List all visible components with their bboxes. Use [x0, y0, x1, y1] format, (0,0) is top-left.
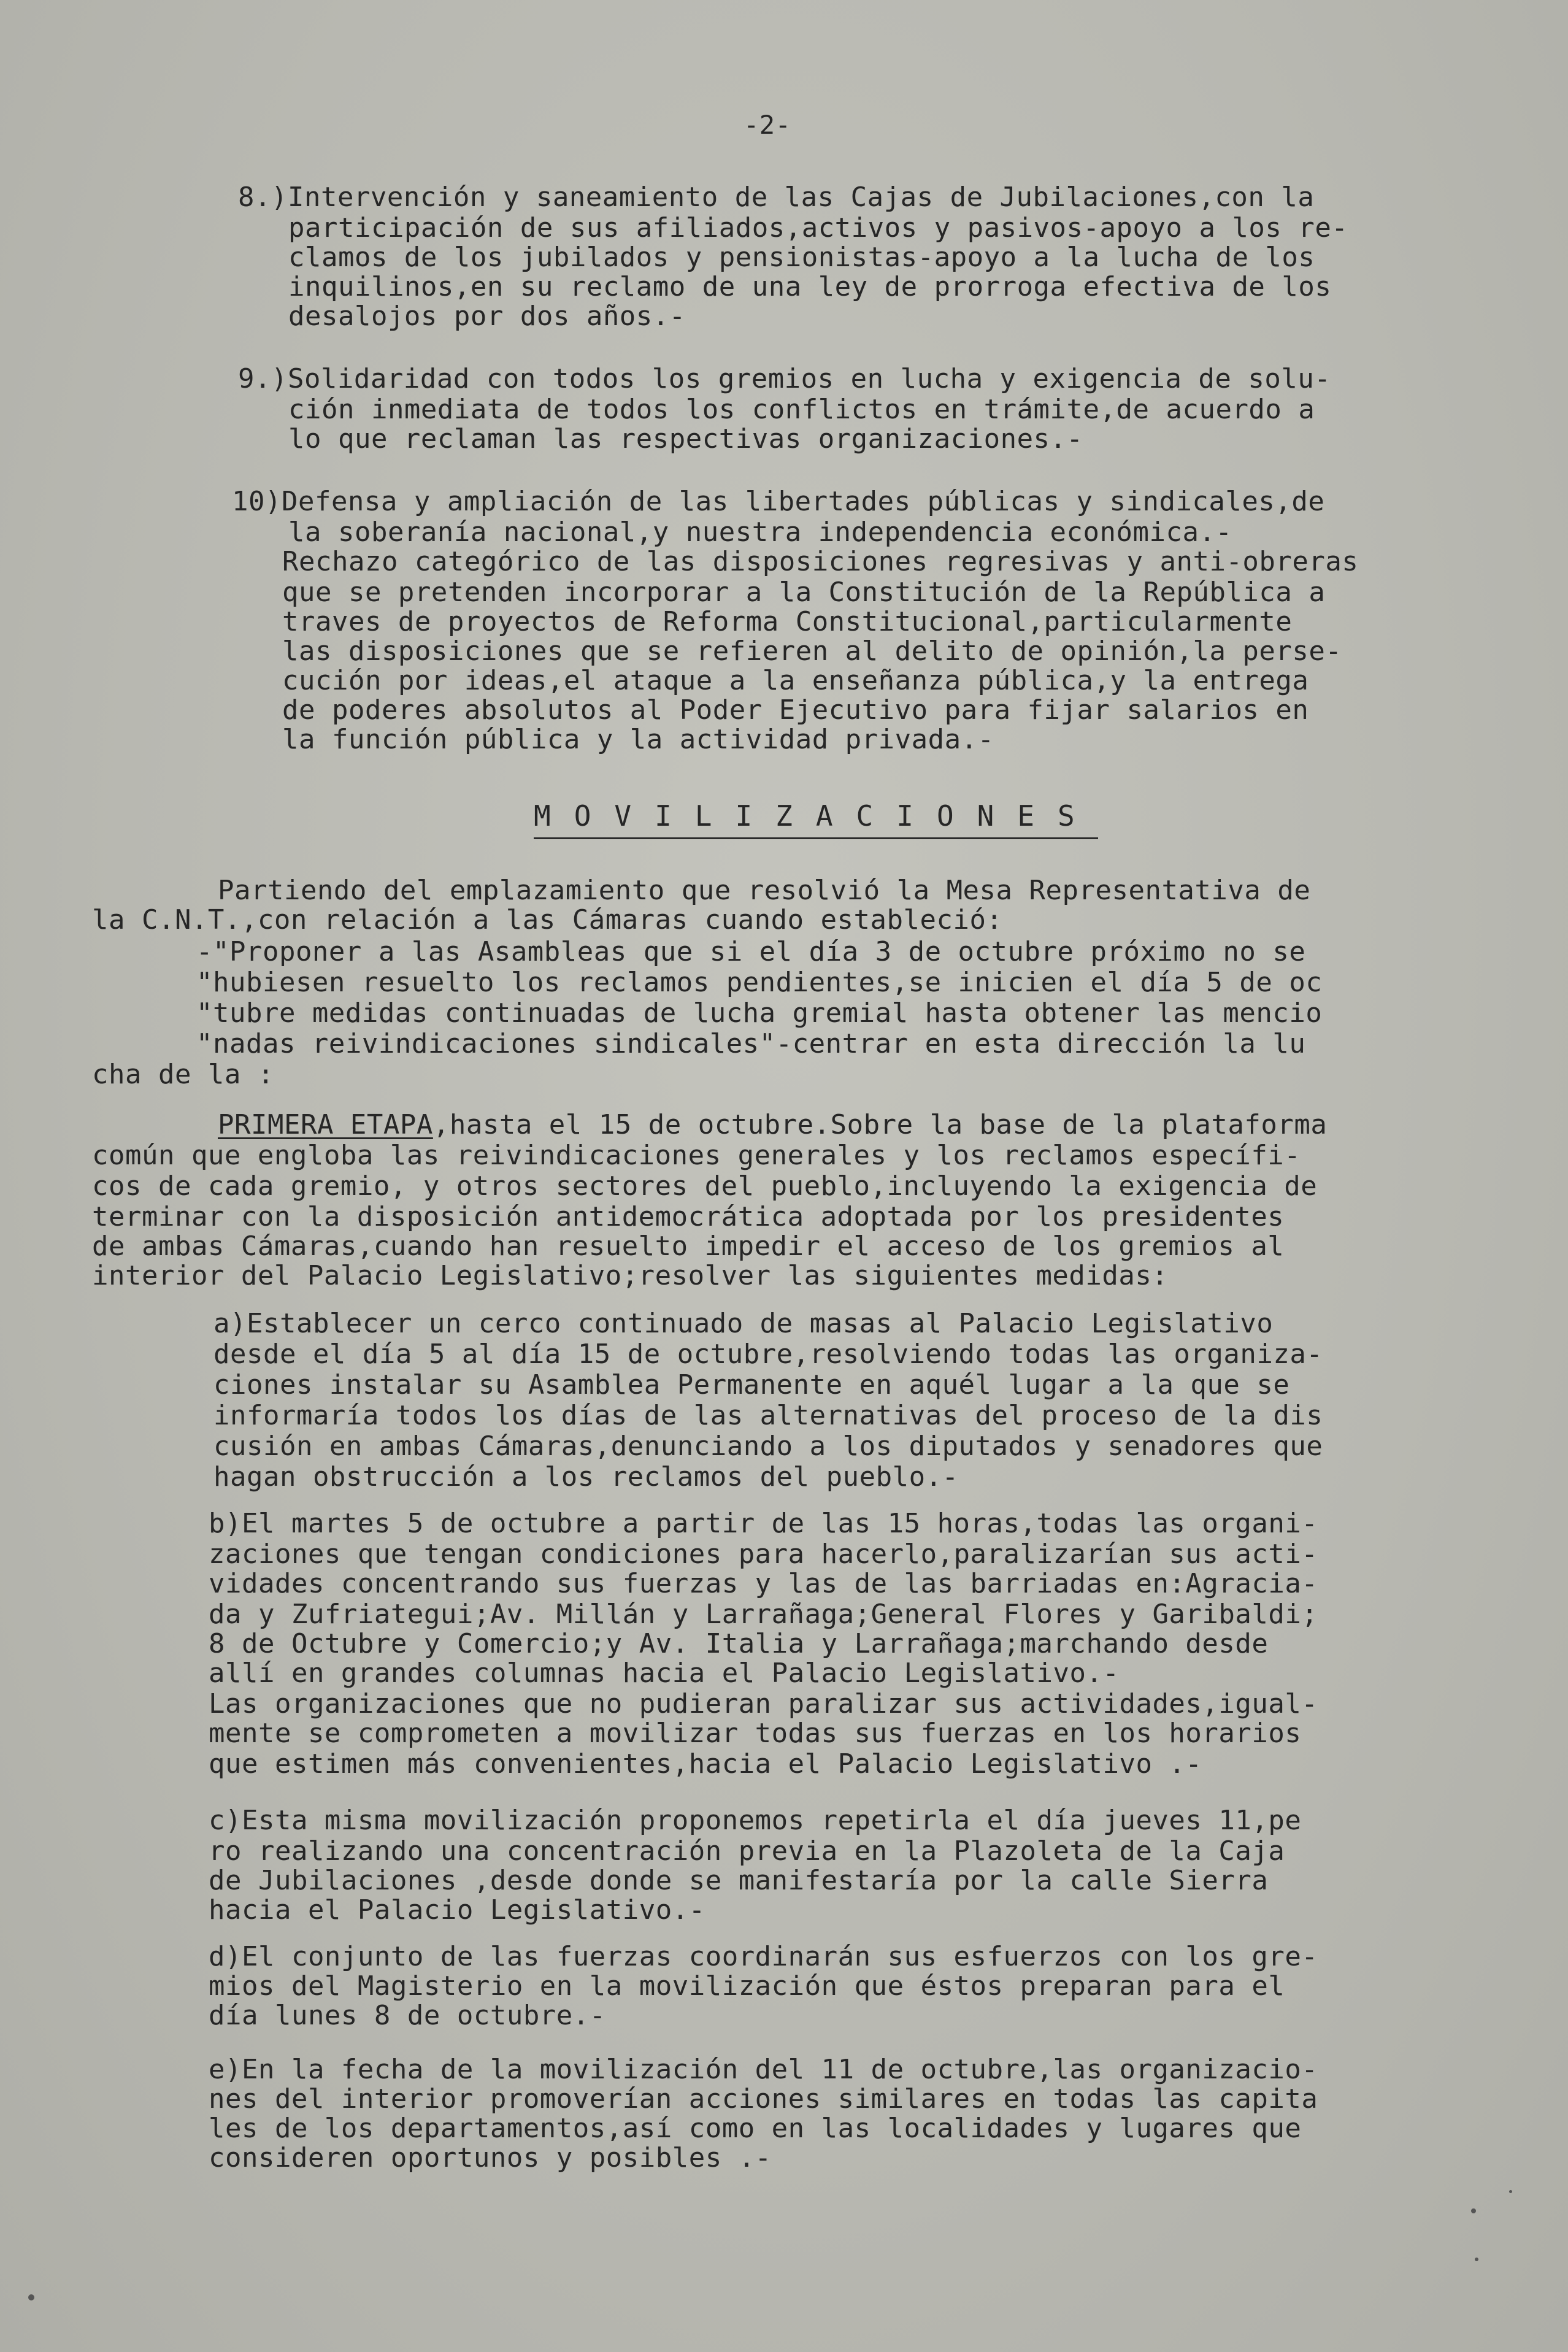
medida-line: mente se comprometen a movilizar todas sus fuerzas en los horarios: [209, 1718, 1302, 1749]
paragraph-line: cos de cada gremio, y otros sectores del pueblo,incluyendo la exigencia de: [92, 1170, 1318, 1202]
paragraph-line: "tubre medidas continuadas de lucha gremial hasta obtener las mencio: [196, 997, 1323, 1029]
medida-line: cusión en ambas Cámaras,denunciando a los diputados y senadores que: [213, 1431, 1323, 1462]
paper-speck: [1475, 2258, 1478, 2261]
paragraph-line: "nadas reivindicaciones sindicales"-centrar en esta dirección la lu: [196, 1028, 1306, 1059]
medida-line: les de los departamentos,así como en las localidades y lugares que: [209, 2113, 1302, 2144]
item-10-line: las disposiciones que se refieren al delito de opinión,la perse-: [282, 636, 1342, 667]
item-9-line: lo que reclaman las respectivas organizaciones.-: [288, 423, 1083, 455]
item-9-line: 9.)Solidaridad con todos los gremios en lucha y exigencia de solu-: [238, 363, 1331, 394]
medida-line: día lunes 8 de octubre.-: [209, 2000, 606, 2031]
medida-line: allí en grandes columnas hacia el Palacio Legislativo.-: [209, 1658, 1120, 1689]
medida-line: Las organizaciones que no pudieran paralizar sus actividades,igual-: [209, 1688, 1318, 1720]
medida-line: mios del Magisterio en la movilización que éstos preparan para el: [209, 1970, 1285, 2002]
item-8-line: clamos de los jubilados y pensionistas-apoyo a la lucha de los: [288, 242, 1315, 273]
medida-line: informaría todos los días de las alternativas del proceso de la dis: [213, 1400, 1323, 1431]
medida-line: nes del interior promoverían acciones similares en todas las capita: [209, 2083, 1318, 2115]
paragraph-line: la C.N.T.,con relación a las Cámaras cuando estableció:: [92, 904, 1003, 936]
item-8-line: inquilinos,en su reclamo de una ley de prorroga efectiva de los: [288, 271, 1332, 302]
medida-line: que estimen más convenientes,hacia el Palacio Legislativo .-: [209, 1748, 1202, 1780]
item-10-line: traves de proyectos de Reforma Constitucional,particularmente: [282, 606, 1293, 637]
medida-line: a)Establecer un cerco continuado de masas al Palacio Legislativo: [213, 1308, 1274, 1339]
medida-line: de Jubilaciones ,desde donde se manifestaría por la calle Sierra: [209, 1865, 1269, 1896]
medida-line: ciones instalar su Asamblea Permanente en aquél lugar a la que se: [213, 1369, 1290, 1401]
paragraph-line: cha de la :: [92, 1059, 274, 1090]
medida-line: b)El martes 5 de octubre a partir de las 15 horas,todas las organi-: [209, 1508, 1318, 1539]
medida-line: zaciones que tengan condiciones para hacerlo,paralizarían sus acti-: [209, 1539, 1318, 1570]
item-10-line: de poderes absolutos al Poder Ejecutivo para fijar salarios en: [282, 694, 1309, 726]
paragraph-line: Partiendo del emplazamiento que resolvió la Mesa Representativa de: [218, 875, 1311, 906]
paper-speck: [28, 2294, 34, 2300]
medida-line: d)El conjunto de las fuerzas coordinarán sus esfuerzos con los gre-: [209, 1941, 1318, 1972]
paper-speck: [1471, 2208, 1476, 2213]
item-8-line: 8.)Intervención y saneamiento de las Cajas de Jubilaciones,con la: [238, 182, 1315, 213]
paragraph-line: interior del Palacio Legislativo;resolver las siguientes medidas:: [92, 1260, 1169, 1291]
item-9-line: ción inmediata de todos los conflictos en trámite,de acuerdo a: [288, 394, 1315, 425]
paper-speck: [1509, 2190, 1512, 2193]
item-10-line: cución por ideas,el ataque a la enseñanza pública,y la entrega: [282, 665, 1309, 696]
item-8-line: desalojos por dos años.-: [288, 301, 686, 332]
medida-line: desde el día 5 al día 15 de octubre,resolviendo todas las organiza-: [213, 1339, 1323, 1370]
item-10-line: Rechazo categórico de las disposiciones regresivas y anti-obreras: [282, 546, 1359, 577]
medida-line: 8 de Octubre y Comercio;y Av. Italia y Larrañaga;marchando desde: [209, 1628, 1269, 1659]
medida-line: vidades concentrando sus fuerzas y las de las barriadas en:Agracia-: [209, 1568, 1318, 1599]
medida-line: consideren oportunos y posibles .-: [209, 2142, 772, 2173]
paragraph-line: [218, 1109, 1328, 1140]
item-8-line: participación de sus afiliados,activos y pasivos-apoyo a los re-: [288, 212, 1348, 244]
item-10-line: la soberanía nacional,y nuestra independencia económica.-: [288, 517, 1232, 548]
medida-line: hagan obstrucción a los reclamos del pueblo.-: [213, 1461, 959, 1493]
paragraph-line: de ambas Cámaras,cuando han resuelto impedir el acceso de los gremios al: [92, 1231, 1285, 1262]
medida-line: ro realizando una concentración previa en la Plazoleta de la Caja: [209, 1835, 1285, 1867]
medida-line: c)Esta misma movilización proponemos repetirla el día jueves 11,pe: [209, 1805, 1302, 1836]
item-10-line: 10)Defensa y ampliación de las libertades públicas y sindicales,de: [232, 486, 1325, 517]
paragraph-line: terminar con la disposición antidemocrática adoptada por los presidentes: [92, 1201, 1285, 1232]
item-10-line: la función pública y la actividad privada.-: [282, 724, 994, 755]
paragraph-line: -"Proponer a las Asambleas que si el día 3 de octubre próximo no se: [196, 936, 1306, 967]
primera-etapa-text: ,hasta el 15 de octubre.Sobre la base de la plataforma: [432, 1109, 1328, 1140]
primera-etapa-label: PRIMERA ETAPA: [218, 1109, 433, 1140]
page-number: -2-: [744, 110, 791, 140]
paragraph-line: común que engloba las reivindicaciones generales y los reclamos específi-: [92, 1140, 1301, 1171]
medida-line: da y Zufriategui;Av. Millán y Larrañaga;General Flores y Garibaldi;: [209, 1599, 1318, 1630]
medida-line: e)En la fecha de la movilización del 11 de octubre,las organizacio-: [209, 2054, 1318, 2085]
section-title: MOVILIZACIONES: [534, 799, 1098, 839]
paragraph-line: "hubiesen resuelto los reclamos pendientes,se inicien el día 5 de oc: [196, 967, 1323, 998]
item-10-line: que se pretenden incorporar a la Constitución de la República a: [282, 577, 1326, 608]
medida-line: hacia el Palacio Legislativo.-: [209, 1894, 705, 1926]
